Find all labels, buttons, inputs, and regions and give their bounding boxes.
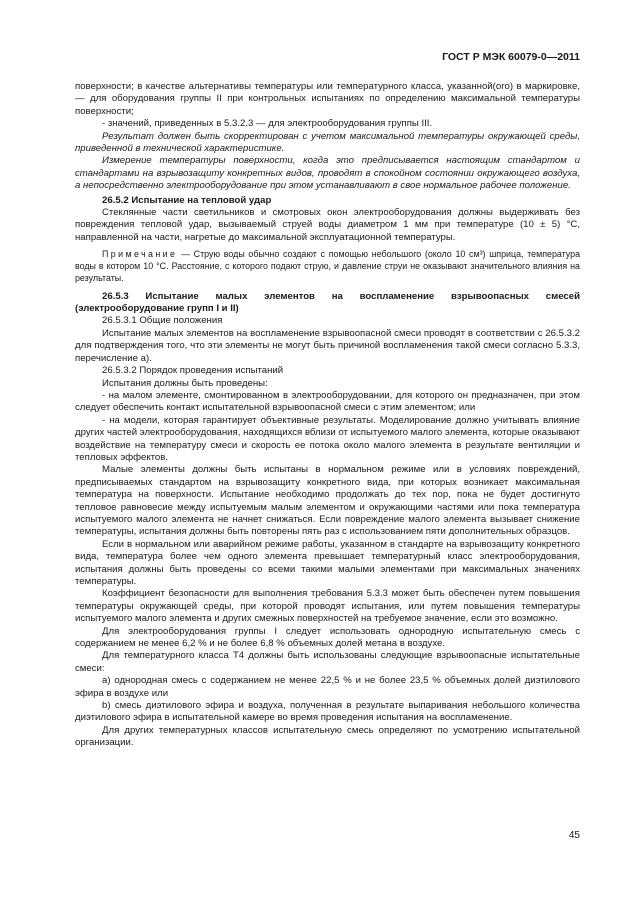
paragraph: Стеклянные части светильников и смотровых окон электрооборудования должны выдерживать без повреждения тепловой удар, вызываемый струей воды диаметром 1 мм при температуре (10 ± 5) °С, направленной на части, нагретые до максимальной эксплуатационной температуры. — [75, 207, 580, 243]
note-label: Примечание — [102, 249, 178, 260]
paragraph: Результат должен быть скорректирован с учетом максимальной температуры окружающей среды, приведенной в технической характеристике. — [75, 130, 580, 155]
list-item: - на модели, которая гарантирует объективные результаты. Моделирование должно учитывать влияние других частей электрооборудования, находящихся вблизи от испытуемого малого элемента, которые оказывают воздействие на температуру смеси и скорость ее потока около малого элемента в результате вентиляции и тепловых эффектов. — [75, 414, 580, 463]
paragraph: Испытания должны быть проведены: — [102, 377, 268, 389]
note-text: — Струю воды обычно создают с помощью небольшого (около 10 см³) шприца, температура воды в котором 10 °С. Расстояние, с которого подают струю, и давление струи не оказывают значительного влияния на результаты. — [75, 249, 580, 283]
paragraph: Для электрооборудования группы I следует использовать однородную испытательную смесь с содержанием не менее 6,2 % и не более 6,8 % объемных долей метана в воздухе. — [75, 625, 580, 650]
paragraph: Для других температурных классов испытательную смесь определяют по усмотрению испытательной организации. — [75, 724, 580, 749]
list-item: - значений, приведенных в 5.3.2.3 — для электрооборудования группы III. — [102, 118, 433, 130]
subsection-heading: 26.5.3.1 Общие положения — [102, 315, 223, 327]
paragraph: Для температурного класса Т4 должны быть использованы следующие взрывоопасные испытательные смеси: — [75, 650, 580, 674]
section-heading: 26.5.3 Испытание малых элементов на воспламенение взрывоопасных смесей (электрооборудование групп I и II) — [75, 290, 580, 315]
paragraph: Если в нормальном или аварийном режиме работы, указанном в стандарте на взрывозащиту конкретного вида, температура более чем одного элемента превышает температурный класс электрооборудования, испытания должны быть проведены со всеми такими малыми элементами при максимальных значениях температуры. — [75, 538, 580, 588]
list-item: b) смесь диэтилового эфира и воздуха, полученная в результате выпаривания небольшого количества диэтилового эфира в испытательной камере во время проведения испытания на воспламенение. — [75, 700, 580, 724]
paragraph: Измерение температуры поверхности, когда это предписывается настоящим стандартом и стандартами на взрывозащиту конкретных видов, проводят в спокойном состоянии окружающего воздуха, а непосредственно электрооборудование при этом устанавливают в свое нормальное рабочее положение. — [75, 155, 580, 192]
paragraph: Испытание малых элементов на воспламенение взрывоопасной смеси проводят в соответствии с 26.5.3.2 для подтверждения того, что эти элементы не могут быть причиной воспламенения такой смеси согласно 5.3.3, перечисление а). — [75, 327, 580, 364]
paragraph: Коэффициент безопасности для выполнения требования 5.3.3 может быть обеспечен путем повышения температуры окружающей среды, при которой проводят испытания, или путем повышения температуры испытуемого малого элемента и других смежных поверхностей на требуемое значение, если это возможно. — [75, 588, 580, 625]
paragraph: Малые элементы должны быть испытаны в нормальном режиме или в условиях повреждений, предписываемых стандартом на взрывозащиту конкретного вида, при которых возникает максимальная температура на поверхности. Испытание необходимо продолжать до тех пор, пока не будет достигнуто тепловое равновесие между испытуемым малым элементом и окружающими частями или пока температура испытуемого малого элемента не начнет снижаться. Если повреждение малого элемента вызывает снижение температуры, испытания должны быть повторены пять раз с использованием пяти дополнительных образцов. — [75, 464, 580, 538]
section-heading: 26.5.2 Испытание на тепловой удар — [102, 194, 272, 206]
list-item: а) однородная смесь с содержанием не менее 22,5 % и не более 23,5 % объемных долей диэтилового эфира в воздухе или — [75, 675, 580, 699]
document-body — [75, 81, 580, 750]
note — [75, 249, 580, 284]
document-header: ГОСТ Р МЭК 60079-0—2011 — [442, 51, 580, 63]
paragraph: поверхности; в качестве альтернативы температуры или температурного класса, указанной(ого) в маркировке, — для оборудования группы II при контрольных испытаниях по определению максимальной температуры поверхности; — [75, 81, 580, 117]
page-number: 45 — [568, 830, 580, 841]
list-item: - на малом элементе, смонтированном в электрооборудовании, для которого он предназначен, при этом следует обеспечить контакт испытательной взрывоопасной смеси с этим элементом; или — [75, 389, 580, 414]
subsection-heading: 26.5.3.2 Порядок проведения испытаний — [102, 365, 284, 377]
